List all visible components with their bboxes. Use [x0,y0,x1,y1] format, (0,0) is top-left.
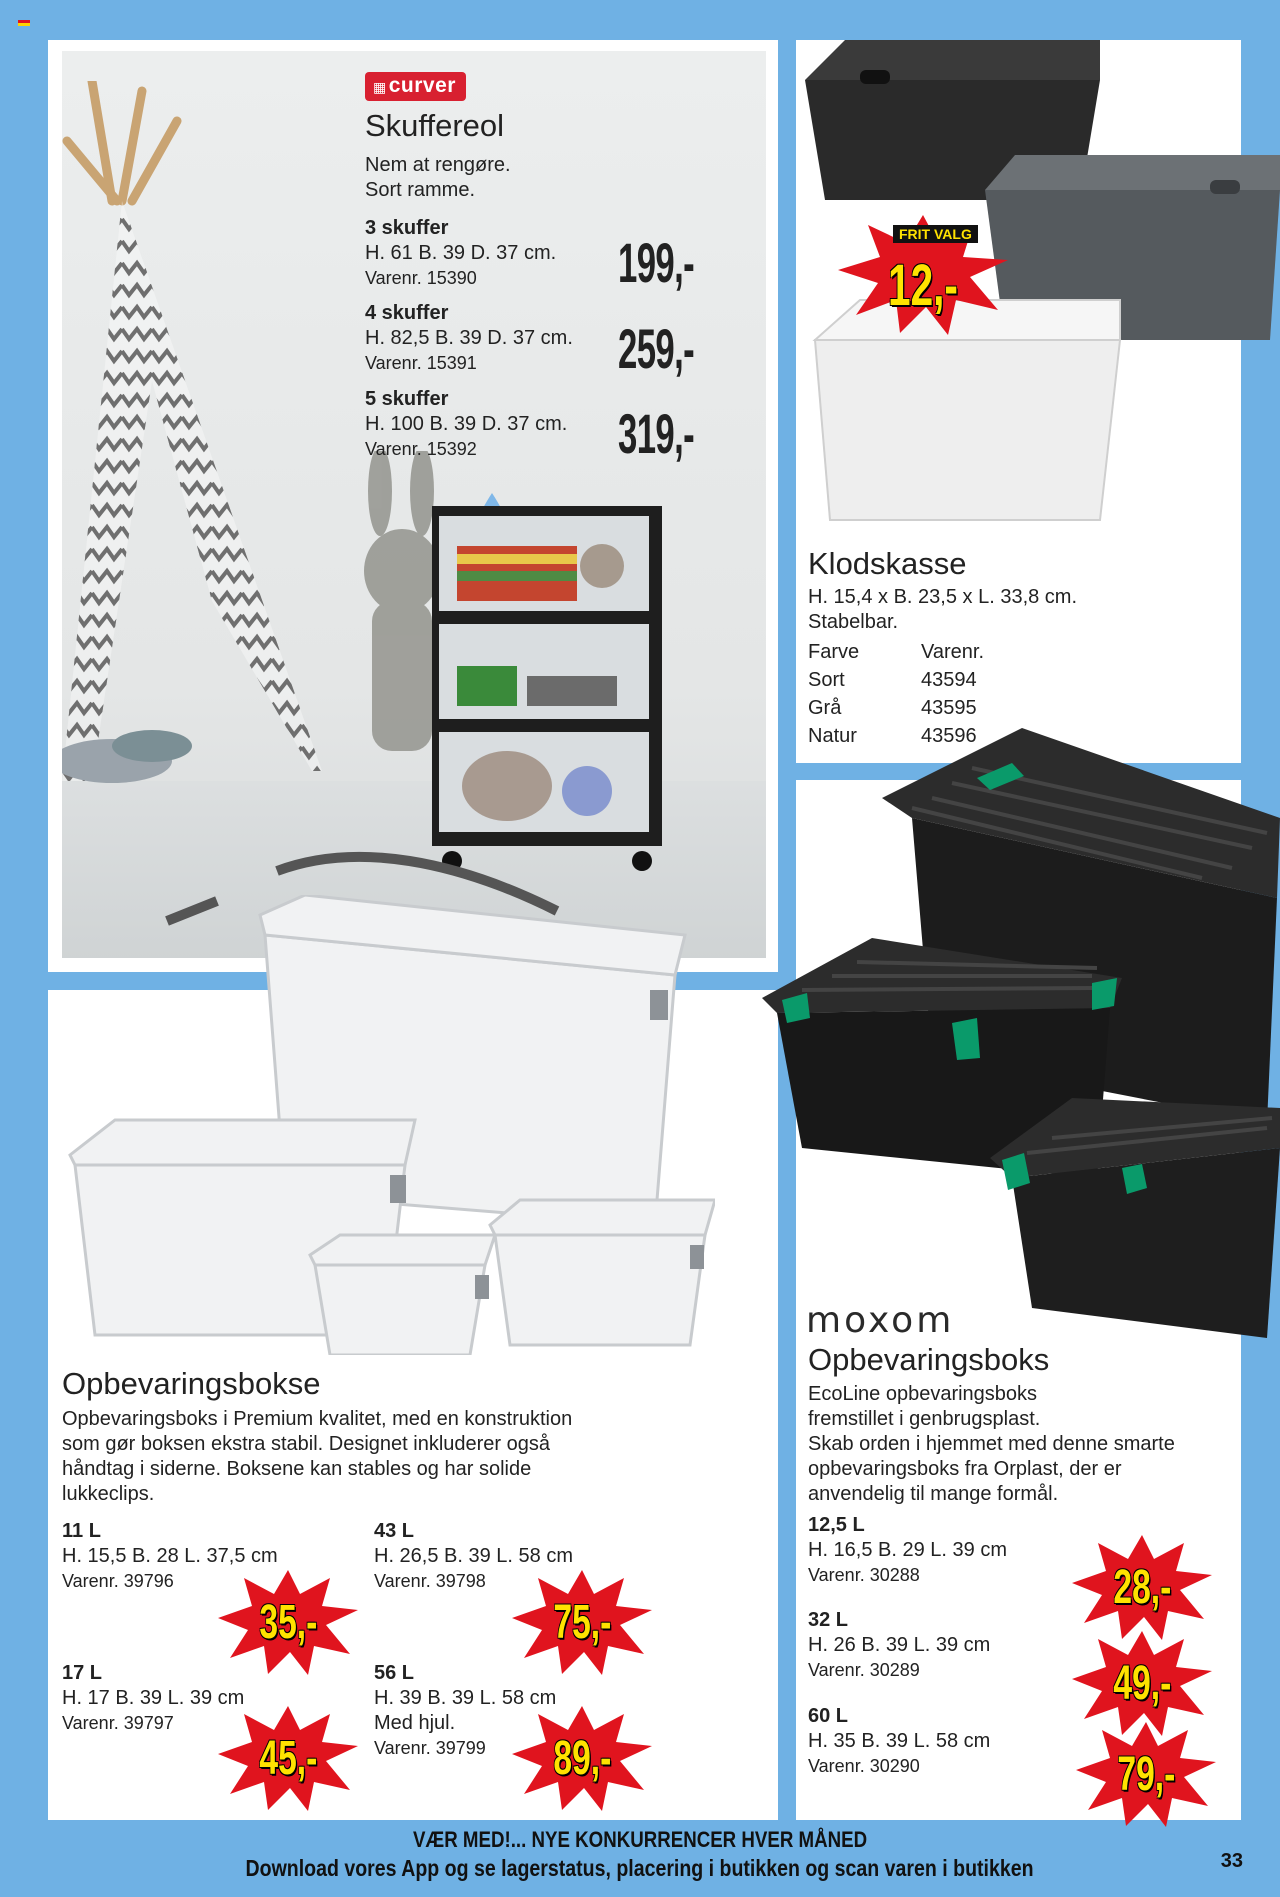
frit-valg-badge: FRIT VALG [893,225,978,243]
color-cell: Natur [808,725,857,747]
sku-cell: 43596 [921,725,977,747]
skuffereol-title: Skuffereol [365,108,505,143]
item-sku: Varenr. 39798 [374,1571,486,1591]
moxom-logo: moxom [806,1300,955,1341]
opbevaringsbokse-desc: Opbevaringsboks i Premium kvalitet, med en konstruktion [62,1408,573,1430]
variant-sku: Varenr. 15392 [365,439,477,459]
price-burst [512,1706,652,1811]
color-cell: Grå [808,697,842,719]
color-cell: Sort [808,669,845,691]
klodskasse-price-burst [838,215,1008,335]
item-price: 28,- [1113,1561,1171,1614]
price-burst [1076,1722,1216,1827]
variant-name: 3 skuffer [365,217,449,239]
item-sku: Varenr. 39796 [62,1571,174,1591]
price-burst [218,1706,358,1811]
variant-sku: Varenr. 15391 [365,353,477,373]
klodskasse-dims: H. 15,4 x B. 23,5 x L. 33,8 cm. [808,586,1078,608]
curver-logo: ▦curver [365,72,466,101]
item-dims: H. 39 B. 39 L. 58 cm [374,1687,557,1709]
item-price: 79,- [1117,1748,1175,1801]
item-price: 45,- [259,1732,317,1785]
sku-cell: 43594 [921,669,977,691]
flag-icon [18,20,30,28]
footer-app-note: Download vores App og se lagerstatus, placering i butikken og scan varen i butikken [245,1855,1034,1881]
variant-dims: H. 100 B. 39 D. 37 cm. [365,413,568,435]
item-sku: Varenr. 39797 [62,1713,174,1733]
moxom-desc: opbevaringsboks fra Orplast, der er [808,1458,1122,1480]
item-price: 35,- [259,1596,317,1649]
item-dims: H. 26 B. 39 L. 39 cm [808,1634,991,1656]
item-dims: H. 35 B. 39 L. 58 cm [808,1730,991,1752]
opbevaringsbokse-title: Opbevaringsbokse [62,1366,321,1401]
price-burst [512,1570,652,1675]
klodskasse-price: 12,- [888,252,958,318]
skuffereol-desc1: Nem at rengøre. [365,154,511,176]
item-dims: H. 15,5 B. 28 L. 37,5 cm [62,1545,278,1567]
color-col-header: Farve [808,641,860,663]
sku-col-header: Varenr. [921,641,984,663]
variant-dims: H. 82,5 B. 39 D. 37 cm. [365,327,573,349]
klodskasse-title: Klodskasse [808,546,967,581]
moxom-desc: Skab orden i hjemmet med denne smarte [808,1433,1175,1455]
moxom-desc: fremstillet i genbrugsplast. [808,1408,1041,1430]
item-sku: Varenr. 30289 [808,1660,920,1680]
opbevaringsbokse-desc: håndtag i siderne. Boksene kan stables og har solide [62,1458,532,1480]
variant-sku: Varenr. 15390 [365,268,477,288]
item-size: 56 L [374,1662,415,1684]
item-price: 49,- [1113,1657,1171,1710]
item-dims: H. 26,5 B. 39 L. 58 cm [374,1545,573,1567]
item-price: 75,- [553,1596,611,1649]
item-sku: Varenr. 30290 [808,1756,920,1776]
opbevaringsbokse-desc: som gør boksen ekstra stabil. Designet inkluderer også [62,1433,551,1455]
item-dims: H. 17 B. 39 L. 39 cm [62,1687,245,1709]
item-extra: Med hjul. [374,1712,456,1734]
moxom-desc: EcoLine opbevaringsboks [808,1383,1038,1405]
item-size: 17 L [62,1662,103,1684]
moxom-title: Opbevaringsboks [808,1342,1050,1377]
item-size: 60 L [808,1705,849,1727]
klodskasse-note: Stabelbar. [808,611,899,633]
price-burst [218,1570,358,1675]
footer-headline: VÆR MED!... NYE KONKURRENCER HVER MÅNED [412,1827,868,1852]
item-size: 32 L [808,1609,849,1631]
price-burst [1072,1535,1212,1640]
price-burst [1072,1631,1212,1736]
teepee-illustration [62,81,322,841]
black-storage-boxes-image [762,728,1280,1348]
item-sku: Varenr. 30288 [808,1565,920,1585]
variant-price: 319,- [618,402,695,465]
item-sku: Varenr. 39799 [374,1738,486,1758]
variant-price: 199,- [618,231,695,294]
item-dims: H. 16,5 B. 29 L. 39 cm [808,1539,1007,1561]
item-price: 89,- [553,1732,611,1785]
item-size: 43 L [374,1520,415,1542]
variant-name: 5 skuffer [365,388,449,410]
skuffereol-desc2: Sort ramme. [365,179,476,201]
opbevaringsbokse-desc: lukkeclips. [62,1483,155,1505]
page-number: 33 [1220,1850,1243,1872]
clear-boxes-image [65,895,715,1355]
variant-name: 4 skuffer [365,302,449,324]
moxom-desc: anvendelig til mange formål. [808,1483,1059,1505]
item-size: 11 L [62,1520,101,1542]
item-size: 12,5 L [808,1514,865,1536]
variant-dims: H. 61 B. 39 D. 37 cm. [365,242,557,264]
variant-price: 259,- [618,317,695,380]
sku-cell: 43595 [921,697,977,719]
